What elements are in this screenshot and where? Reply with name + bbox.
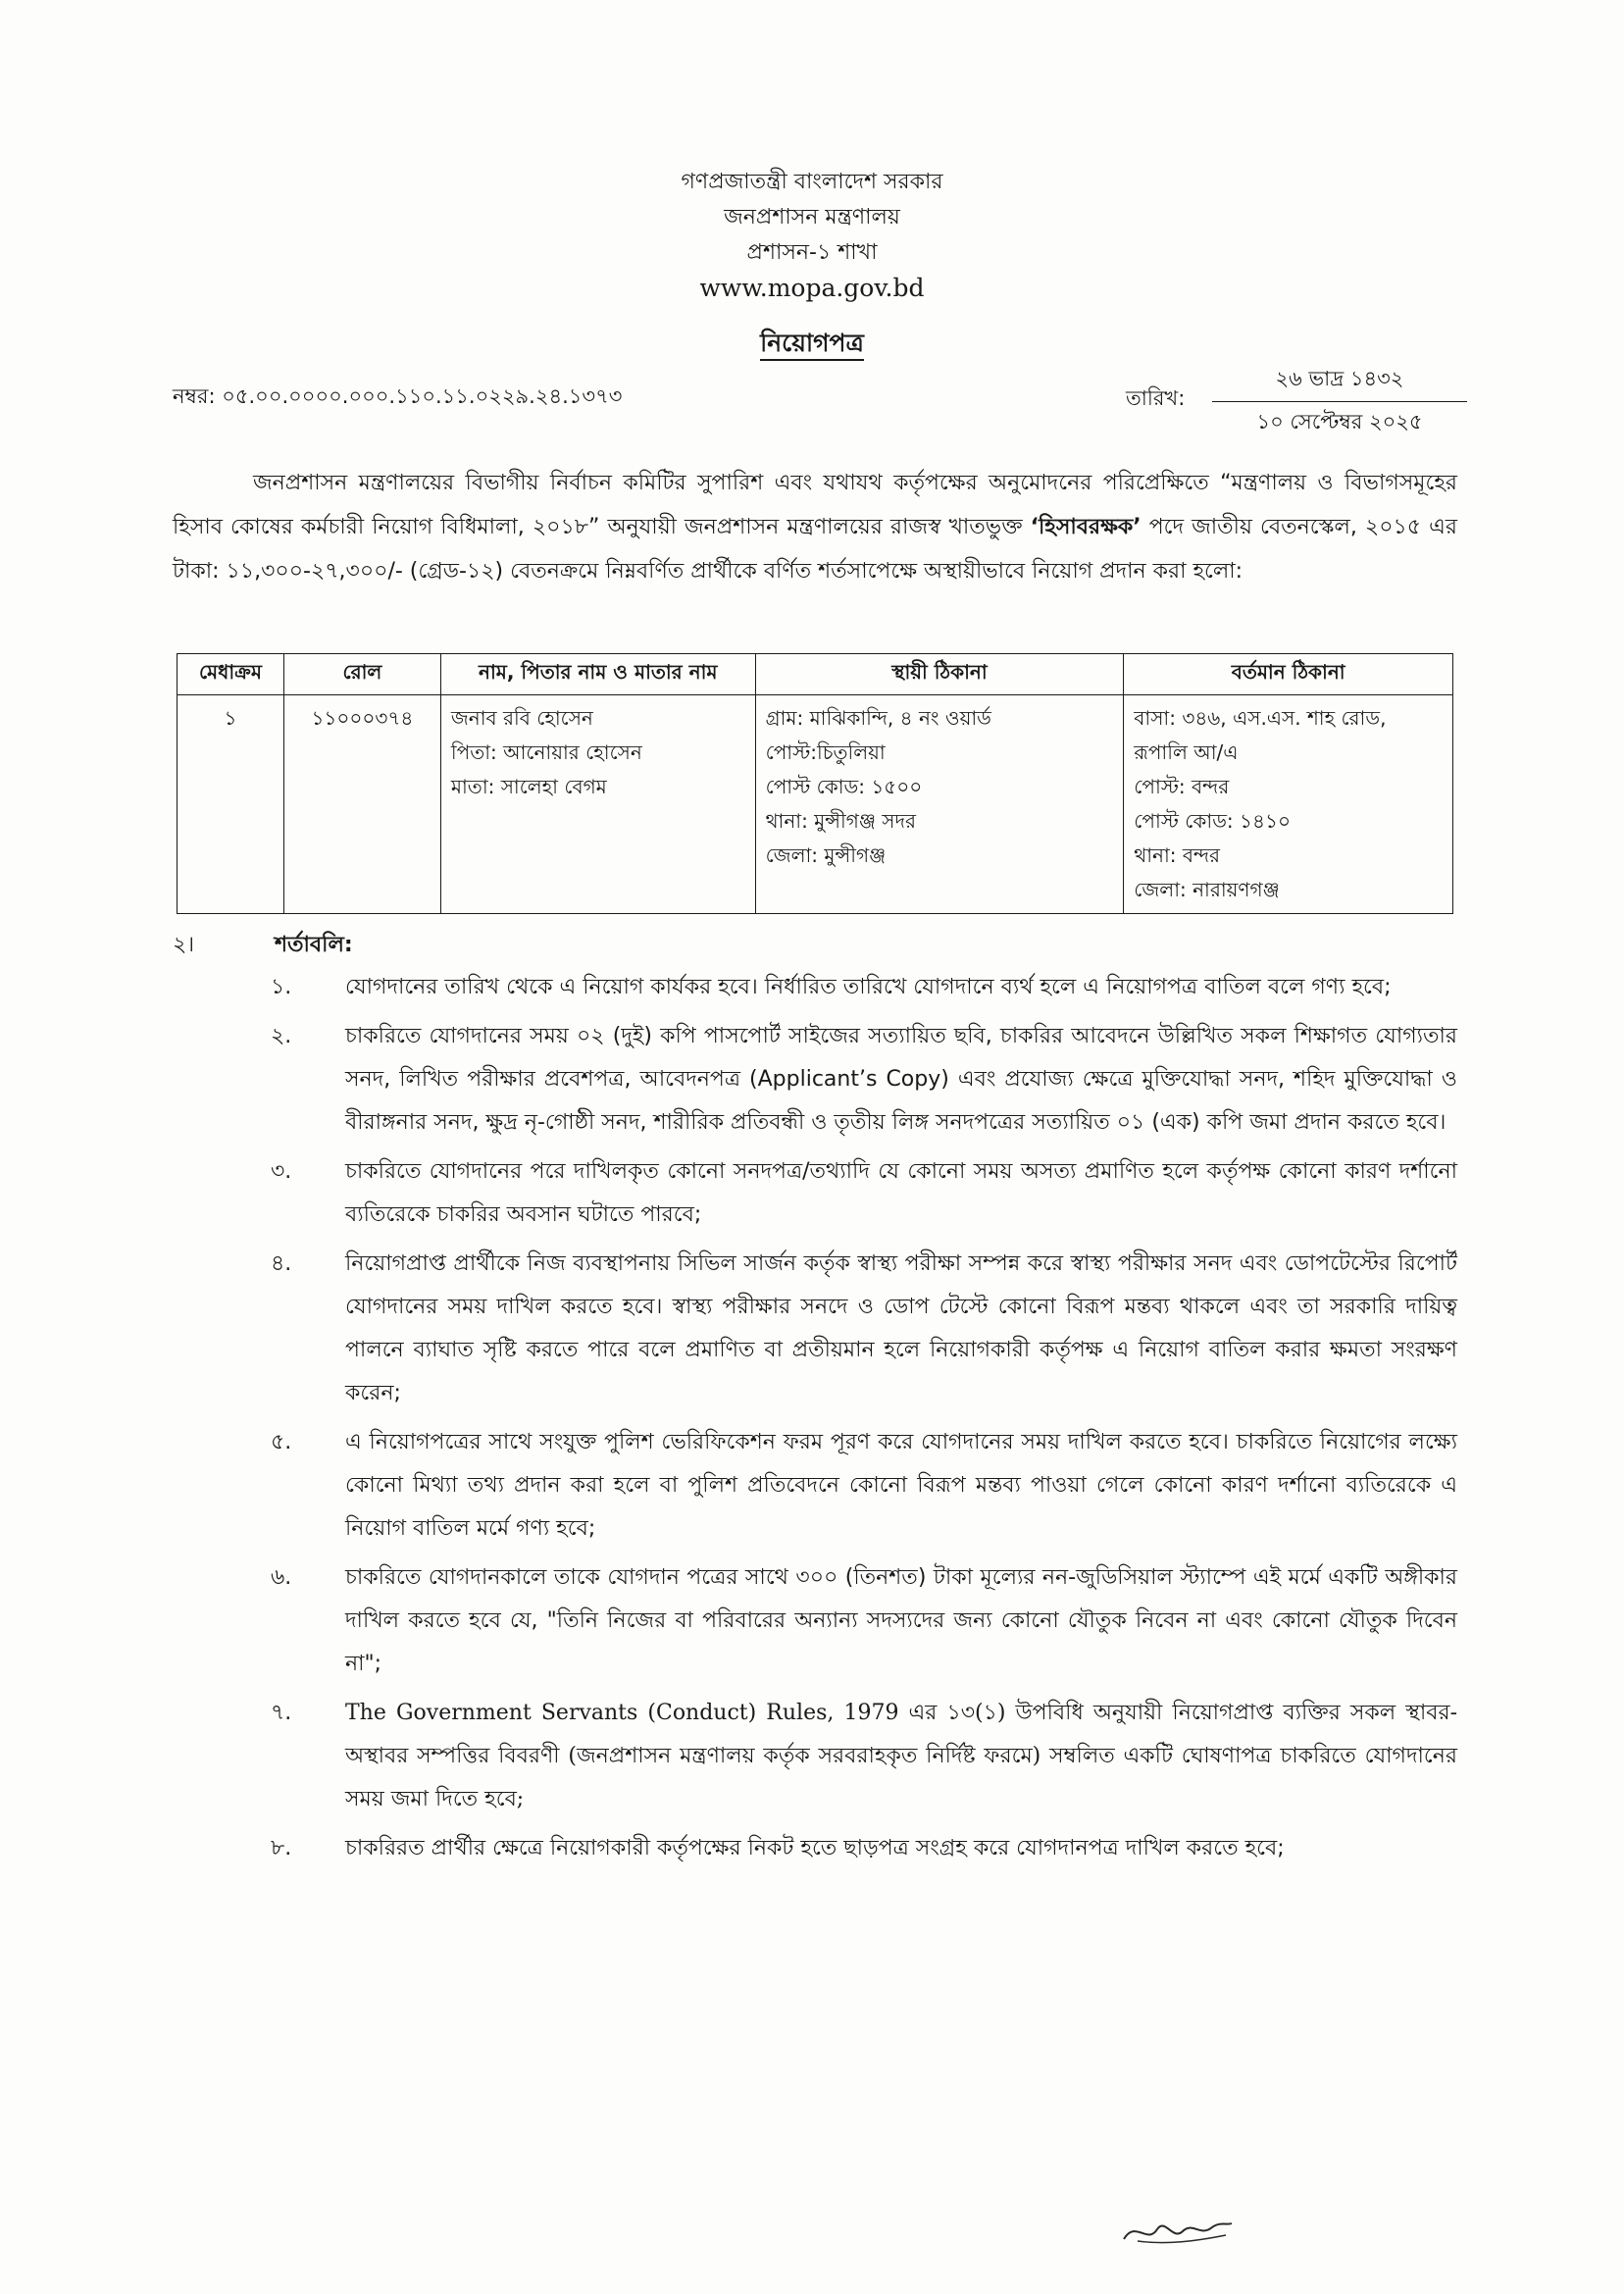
candidate-table [177, 653, 1453, 914]
permanent-thana: থানা: মুন্সীগঞ্জ সদর [765, 809, 917, 833]
condition-text: The Government Servants (Conduct) Rules, 1979 এর ১৩(১) উপবিধি অনুযায়ী নিয়োগপ্রাপ্ত ব্যক্তির সকল স্থাবর-অস্থাবর সম্পত্তির বিবরণী (জনপ্রশাসন মন্ত্রণালয় কর্তৃক সরবরাহকৃত নির্দিষ্ট ফরমে) সম্বলিত একটি ঘোষণাপত্র চাকরিতে যোগদানের সময় জমা দিতে হবে; [345, 1701, 1457, 1811]
condition-number: ১. [271, 975, 292, 999]
intro-paragraph [173, 461, 1457, 593]
post-name: ‘হিসাবরক্ষক’ [1030, 515, 1142, 539]
condition-text: চাকরিরত প্রার্থীর ক্ষেত্রে নিয়োগকারী কর্তৃপক্ষের নিকট হতে ছাড়পত্র সংগ্রহ করে যোগদানপত্র দাখিল করতে হবে; [345, 1836, 1285, 1861]
cell-present-address [1124, 695, 1453, 914]
condition-text: এ নিয়োগপত্রের সাথে সংযুক্ত পুলিশ ভেরিফিকেশন ফরম পূরণ করে যোগদানের সময় দাখিল করতে হবে। চাকরিতে নিয়োগের লক্ষ্যে কোনো মিথ্যা তথ্য প্রদান করা হলে বা পুলিশ প্রতিবেদনে কোনো বিরূপ মন্তব্য পাওয়া গেলে কোনো কারণ দর্শানো ব্যতিরেকে এ নিয়োগ বাতিল মর্মে গণ্য হবে; [345, 1430, 1457, 1541]
date-bangla: ২৬ ভাদ্র ১৪৩২ [1212, 361, 1467, 402]
date-gregorian: ১০ সেপ্টেম্বর ২০২৫ [1256, 410, 1423, 433]
section-number: ২। [173, 933, 195, 957]
table-header-row [178, 654, 1453, 695]
header-present-address: বর্তমান ঠিকানা [1124, 654, 1453, 695]
header-permanent-address: স্থায়ী ঠিকানা [755, 654, 1124, 695]
list-item [271, 1015, 1457, 1145]
list-item [271, 966, 1457, 1009]
condition-number: ৮. [271, 1836, 292, 1861]
website-link[interactable]: www.mopa.gov.bd [699, 274, 925, 302]
condition-number: ৬. [271, 1565, 292, 1590]
candidate-name: জনাব রবি হোসেন [450, 706, 593, 730]
conditions-title: শর্তাবলি: [275, 933, 353, 957]
list-item [271, 1692, 1457, 1821]
present-area: রূপালি আ/এ [1134, 740, 1239, 764]
present-postcode: পোস্ট কোড: ১৪১০ [1134, 809, 1291, 833]
condition-number: ৫. [271, 1430, 292, 1454]
list-item [271, 1827, 1457, 1870]
condition-number: ৭. [271, 1701, 292, 1725]
cell-names [440, 695, 755, 914]
condition-number: ৪. [271, 1251, 292, 1276]
present-house: বাসা: ৩৪৬, এস.এস. শাহ রোড, [1134, 706, 1387, 730]
document-title-text: নিয়োগপত্র [760, 329, 864, 361]
header-roll: রোল [283, 654, 440, 695]
present-thana: থানা: বন্দর [1134, 843, 1221, 867]
condition-text: চাকরিতে যোগদানের পরে দাখিলকৃত কোনো সনদপত্র/তথ্যাদি যে কোনো সময় অসত্য প্রমাণিত হলে কর্তৃপক্ষ কোনো কারণ দর্শানো ব্যতিরেকে চাকরির অবসান ঘটাতে পারবে; [345, 1159, 1457, 1227]
permanent-post: পোস্ট:চিতুলিয়া [765, 740, 886, 764]
condition-text: নিয়োগপ্রাপ্ত প্রার্থীকে নিজ ব্যবস্থাপনায় সিভিল সার্জন কর্তৃক স্বাস্থ্য পরীক্ষা সম্পন্ন করে স্বাস্থ্য পরীক্ষার সনদ এবং ডোপটেস্টের রিপোর্ট যোগদানের সময় দাখিল করতে হবে। স্বাস্থ্য পরীক্ষার সনদে ও ডোপ টেস্টে কোনো বিরূপ মন্তব্য থাকলে এবং তা সরকারি দায়িত্ব পালনে ব্যাঘাত সৃষ্টি করতে পারে বলে প্রমাণিত বা প্রতীয়মান হলে নিয়োগকারী কর্তৃপক্ষ এ নিয়োগ বাতিল করার ক্ষমতা সংরক্ষণ করেন; [345, 1251, 1457, 1405]
branch-name: প্রশাসন-১ শাখা [746, 240, 878, 265]
intro-text-1: জনপ্রশাসন মন্ত্রণালয়ের বিভাগীয় নির্বাচন কমিটির সুপারিশ এবং যথাযথ কর্তৃপক্ষের অনুমোদনের পরিপ্রেক্ষিতে “মন্ত্রণালয় ও বিভাগসমূহের হিসাব কোষের কর্মচারী নিয়োগ বিধিমালা, ২০১৮” অনুযায়ী জনপ্রশাসন মন্ত্রণালয়ের রাজস্ব খাতভুক্ত [173, 471, 1457, 539]
present-post: পোস্ট: বন্দর [1134, 775, 1230, 798]
government-name: গণপ্রজাতন্ত্রী বাংলাদেশ সরকার [681, 170, 943, 194]
document-title [0, 324, 1624, 366]
condition-text: চাকরিতে যোগদানকালে তাকে যোগদান পত্রের সাথে ৩০০ (তিনশত) টাকা মূল্যের নন-জুডিসিয়াল স্ট্যাম্পে এই মর্মে একটি অঙ্গীকার দাখিল করতে হবে যে, "তিনি নিজের বা পরিবারের অন্যান্য সদস্যদের জন্য কোনো যৌতুক নিবেন না এবং কোনো যৌতুক দিবেন না"; [345, 1565, 1457, 1676]
condition-text: যোগদানের তারিখ থেকে এ নিয়োগ কার্যকর হবে। নির্ধারিত তারিখে যোগদানে ব্যর্থ হলে এ নিয়োগপত্র বাতিল বলে গণ্য হবে; [345, 975, 1392, 999]
intro-text-2: পদে জাতীয় বেতনস্কেল, ২০১৫ এর টাকা: ১১,৩০০-২৭,৩০০/- (গ্রেড-১২) বেতনক্রমে নিম্নবর্ণিত প্রার্থীকে বর্ণিত শর্তসাপেক্ষে অস্থায়ীভাবে নিয়োগ প্রদান করা হলো: [173, 515, 1457, 584]
date-label: তারিখ: [1126, 386, 1186, 410]
header-merit: মেধাক্রম [178, 654, 284, 695]
conditions-list [271, 966, 1457, 1876]
cell-merit: ১ [178, 695, 284, 914]
list-item [271, 1243, 1457, 1415]
table-row [178, 695, 1453, 914]
mother-name: মাতা: সালেহা বেগম [450, 775, 607, 798]
father-name: পিতা: আনোয়ার হোসেন [450, 740, 642, 764]
header-names: নাম, পিতার নাম ও মাতার নাম [440, 654, 755, 695]
permanent-postcode: পোস্ট কোড: ১৫০০ [765, 775, 923, 798]
ministry-name: জনপ্রশাসন মন্ত্রণালয় [724, 205, 900, 229]
condition-text: চাকরিতে যোগদানের সময় ০২ (দুই) কপি পাসপোর্ট সাইজের সত্যায়িত ছবি, চাকরির আবেদনে উল্লিখিত সকল শিক্ষাগত যোগ্যতার সনদ, লিখিত পরীক্ষার প্রবেশপত্র, আবেদনপত্র (Applicant’s Copy) এবং প্রযোজ্য ক্ষেত্রে মুক্তিযোদ্ধা সনদ, শহিদ মুক্তিযোদ্ধা ও বীরাঙ্গনার সনদ, ক্ষুদ্র নৃ-গোষ্ঠী সনদ, শারীরিক প্রতিবন্ধী ও তৃতীয় লিঙ্গ সনদপত্রের সত্যায়িত ০১ (এক) কপি জমা প্রদান করতে হবে। [345, 1024, 1457, 1135]
memo-number: নম্বর: ০৫.০০.০০০০.০০০.১১০.১১.০২২৯.২৪.১৩৭৩ [173, 384, 623, 408]
condition-number: ২. [271, 1024, 292, 1048]
cell-permanent-address [755, 695, 1124, 914]
signature-mark [1118, 2212, 1236, 2251]
condition-number: ৩. [271, 1159, 292, 1184]
letterhead [0, 165, 1624, 306]
permanent-village: গ্রাম: মাঝিকান্দি, ৪ নং ওয়ার্ড [765, 706, 991, 730]
present-district: জেলা: নারায়ণগঞ্জ [1134, 878, 1280, 901]
list-item [271, 1556, 1457, 1686]
list-item [271, 1150, 1457, 1237]
list-item [271, 1421, 1457, 1551]
permanent-district: জেলা: মুন্সীগঞ্জ [765, 843, 887, 867]
cell-roll: ১১০০০৩৭৪ [283, 695, 440, 914]
